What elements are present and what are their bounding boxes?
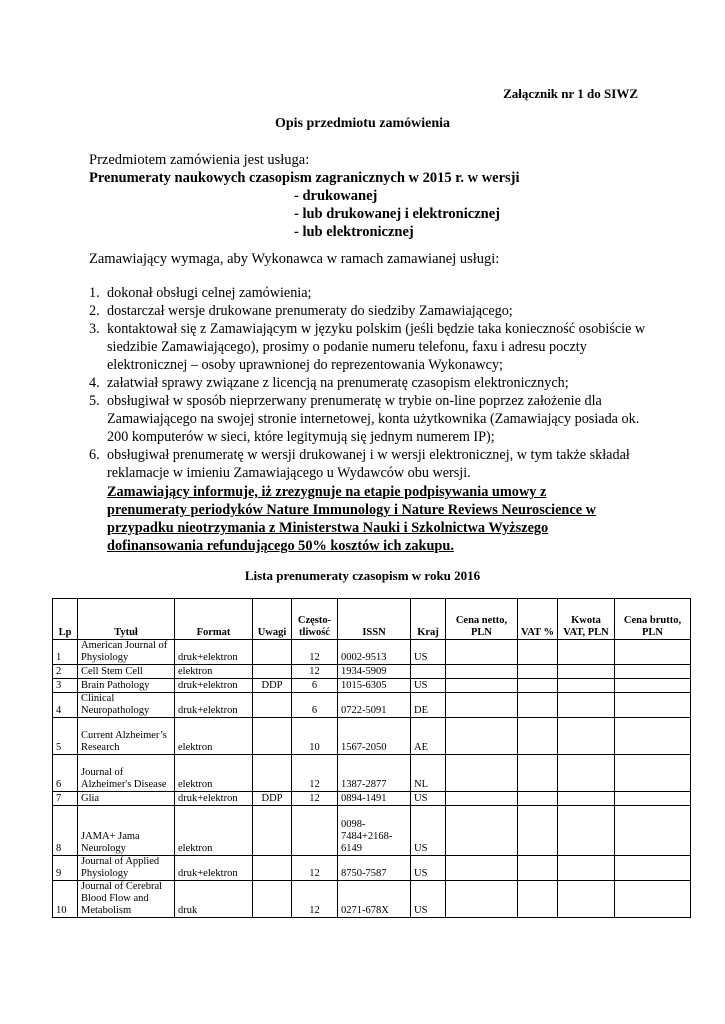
row-net-price: [446, 792, 518, 806]
table-row: [53, 640, 691, 665]
row-gross-price: [615, 679, 691, 693]
row-gross-price: [615, 755, 691, 792]
row-net-price: [446, 718, 518, 755]
row-format: druk+elektron: [175, 792, 253, 806]
requirement-number: 4.: [89, 375, 100, 391]
row-vat: [518, 806, 558, 856]
row-notes: [253, 806, 292, 856]
table-header-row: [53, 599, 691, 640]
header-cell: Częstotliwość: [292, 599, 338, 640]
row-gross-price: [615, 856, 691, 881]
row-country: US: [411, 806, 446, 856]
row-vat-amount: [558, 881, 615, 918]
row-gross-price: [615, 718, 691, 755]
row-net-price: [446, 679, 518, 693]
version-item: - drukowanej: [294, 188, 378, 204]
notice-paragraph: Zamawiający informuje, iż zrezygnuje na etapie podpisywania umowy z prenumeraty periodyków Nature Immunology i Nature Reviews Neuroscience w przypadku nieotrzymania z Ministerstwa Nauki i Szkolnictwa Wyższego dofinansowania refundującego 50% kosztów ich zakupu.: [107, 484, 596, 554]
version-item: - lub drukowanej i elektronicznej: [294, 206, 500, 222]
row-number: 7: [53, 792, 78, 806]
table-row: [53, 792, 691, 806]
row-net-price: [446, 693, 518, 718]
row-country: US: [411, 856, 446, 881]
table-row: [53, 679, 691, 693]
row-number: 9: [53, 856, 78, 881]
row-net-price: [446, 640, 518, 665]
row-frequency: 6: [292, 693, 338, 718]
row-frequency: 12: [292, 881, 338, 918]
row-frequency: [292, 806, 338, 856]
header-cell: VAT %: [518, 599, 558, 640]
row-frequency: 10: [292, 718, 338, 755]
table-row: [53, 718, 691, 755]
table-row: [53, 665, 691, 679]
row-issn: 1015-6305: [338, 679, 411, 693]
row-vat: [518, 640, 558, 665]
row-notes: [253, 665, 292, 679]
header-cell: Kraj: [411, 599, 446, 640]
row-net-price: [446, 881, 518, 918]
row-number: 5: [53, 718, 78, 755]
row-frequency: 12: [292, 640, 338, 665]
row-vat: [518, 856, 558, 881]
row-issn: 8750-7587: [338, 856, 411, 881]
row-gross-price: [615, 806, 691, 856]
requirement-text: obsługiwał w sposób nieprzerwany prenumeratę w trybie on-line poprzez założenie dla Zamawiającego na swojej stronie internetowej, konta użytkownika (Zamawiający posiada ok. 200 komputerów w sieci, które legitymują się jednym numerem IP);: [107, 393, 640, 445]
row-title: Current Alzheimer’s Research: [78, 718, 175, 755]
header-cell: Uwagi: [253, 599, 292, 640]
row-vat: [518, 792, 558, 806]
requirement-item: [89, 392, 649, 446]
row-country: US: [411, 640, 446, 665]
requirement-number: 2.: [89, 303, 100, 319]
row-title: Journal of Applied Physiology: [78, 856, 175, 881]
row-vat-amount: [558, 665, 615, 679]
row-format: elektron: [175, 718, 253, 755]
row-issn: 1934-5909: [338, 665, 411, 679]
requirement-item: [89, 374, 649, 392]
row-issn: 0722-5091: [338, 693, 411, 718]
row-title: American Journal of Physiology: [78, 640, 175, 665]
requirement-item: [89, 320, 649, 374]
row-notes: [253, 856, 292, 881]
row-frequency: 12: [292, 755, 338, 792]
row-frequency: 12: [292, 665, 338, 679]
annex-label: Załącznik nr 1 do SIWZ: [503, 86, 638, 101]
table-row: [53, 881, 691, 918]
row-issn: 0002-9513: [338, 640, 411, 665]
row-number: 10: [53, 881, 78, 918]
row-gross-price: [615, 881, 691, 918]
row-format: druk+elektron: [175, 693, 253, 718]
header-cell: Kwota VAT, PLN: [558, 599, 615, 640]
intro-line: Przedmiotem zamówienia jest usługa:: [89, 152, 310, 168]
row-format: druk+elektron: [175, 856, 253, 881]
requirement-number: 6.: [89, 447, 100, 463]
requirement-text: dostarczał wersje drukowane prenumeraty do siedziby Zamawiającego;: [107, 303, 513, 319]
row-country: [411, 665, 446, 679]
row-title: Journal of Alzheimer's Disease: [78, 755, 175, 792]
table-row: [53, 755, 691, 792]
row-net-price: [446, 806, 518, 856]
row-title: Journal of Cerebral Blood Flow and Metabolism: [78, 881, 175, 918]
row-vat-amount: [558, 792, 615, 806]
row-format: elektron: [175, 806, 253, 856]
row-title: Clinical Neuropathology: [78, 693, 175, 718]
row-vat-amount: [558, 640, 615, 665]
row-issn: 1387-2877: [338, 755, 411, 792]
row-vat: [518, 665, 558, 679]
row-number: 3: [53, 679, 78, 693]
row-format: elektron: [175, 665, 253, 679]
row-notes: DDP: [253, 792, 292, 806]
row-vat-amount: [558, 693, 615, 718]
row-vat: [518, 718, 558, 755]
row-title: Cell Stem Cell: [78, 665, 175, 679]
row-issn: 0271-678X: [338, 881, 411, 918]
requirement-text: kontaktował się z Zamawiającym w języku polskim (jeśli będzie taka konieczność osobiście w siedzibie Zamawiającego), prosimy o podanie numeru telefonu, faxu i adresu poczty elektronicznej – osoby uprawnionej do reprezentowania Wykonawcy;: [107, 321, 646, 373]
row-vat-amount: [558, 755, 615, 792]
table-row: [53, 806, 691, 856]
row-gross-price: [615, 665, 691, 679]
requirements-list: [89, 284, 649, 482]
intro-block: [89, 151, 520, 241]
header-cell: ISSN: [338, 599, 411, 640]
requirement-item: [89, 446, 649, 482]
row-country: NL: [411, 755, 446, 792]
row-country: US: [411, 881, 446, 918]
row-country: US: [411, 679, 446, 693]
intro-subject: Prenumeraty naukowych czasopism zagranicznych w 2015 r. w wersji: [89, 170, 520, 186]
table-row: [53, 693, 691, 718]
header-cell: Format: [175, 599, 253, 640]
row-title: JAMA+ Jama Neurology: [78, 806, 175, 856]
row-format: druk: [175, 881, 253, 918]
header-cell: Cena netto, PLN: [446, 599, 518, 640]
row-issn: 0894-1491: [338, 792, 411, 806]
row-number: 1: [53, 640, 78, 665]
row-vat-amount: [558, 679, 615, 693]
row-format: druk+elektron: [175, 679, 253, 693]
table-title: Lista prenumeraty czasopism w roku 2016: [244, 568, 481, 583]
row-net-price: [446, 755, 518, 792]
row-vat: [518, 881, 558, 918]
row-vat: [518, 693, 558, 718]
row-frequency: 12: [292, 856, 338, 881]
header-cell: Tytuł: [78, 599, 175, 640]
requirement-item: [89, 302, 649, 320]
header-cell: Cena brutto, PLN: [615, 599, 691, 640]
row-country: AE: [411, 718, 446, 755]
row-number: 6: [53, 755, 78, 792]
requirement-number: 3.: [89, 321, 100, 337]
row-frequency: 6: [292, 679, 338, 693]
row-title: Glia: [78, 792, 175, 806]
row-notes: [253, 640, 292, 665]
row-format: elektron: [175, 755, 253, 792]
requirement-number: 5.: [89, 393, 100, 409]
row-vat-amount: [558, 856, 615, 881]
row-gross-price: [615, 792, 691, 806]
requirement-text: załatwiał sprawy związane z licencją na prenumeratę czasopism elektronicznych;: [107, 375, 569, 391]
row-country: US: [411, 792, 446, 806]
subscription-table: [52, 598, 691, 918]
row-notes: [253, 718, 292, 755]
row-number: 2: [53, 665, 78, 679]
row-title: Brain Pathology: [78, 679, 175, 693]
row-vat: [518, 679, 558, 693]
header-cell: Lp: [53, 599, 78, 640]
row-frequency: 12: [292, 792, 338, 806]
row-vat-amount: [558, 806, 615, 856]
row-notes: [253, 755, 292, 792]
row-net-price: [446, 665, 518, 679]
row-vat-amount: [558, 718, 615, 755]
row-notes: [253, 881, 292, 918]
row-number: 4: [53, 693, 78, 718]
requirements-intro: Zamawiający wymaga, aby Wykonawca w ramach zamawianej usługi:: [89, 251, 500, 267]
requirement-number: 1.: [89, 285, 100, 301]
requirement-text: obsługiwał prenumeratę w wersji drukowanej i w wersji elektronicznej, w tym także składał reklamacje w imieniu Zamawiającego u Wydawców obu wersji.: [107, 447, 630, 481]
row-issn: 1567-2050: [338, 718, 411, 755]
row-issn: 0098-7484+2168-6149: [338, 806, 411, 856]
version-item: - lub elektronicznej: [294, 224, 414, 240]
row-notes: [253, 693, 292, 718]
page-title: Opis przedmiotu zamówienia: [275, 116, 450, 131]
row-format: druk+elektron: [175, 640, 253, 665]
row-notes: DDP: [253, 679, 292, 693]
row-vat: [518, 755, 558, 792]
row-net-price: [446, 856, 518, 881]
requirement-item: [89, 284, 649, 302]
row-country: DE: [411, 693, 446, 718]
row-gross-price: [615, 640, 691, 665]
row-number: 8: [53, 806, 78, 856]
requirement-text: dokonał obsługi celnej zamówienia;: [107, 285, 312, 301]
row-gross-price: [615, 693, 691, 718]
table-row: [53, 856, 691, 881]
